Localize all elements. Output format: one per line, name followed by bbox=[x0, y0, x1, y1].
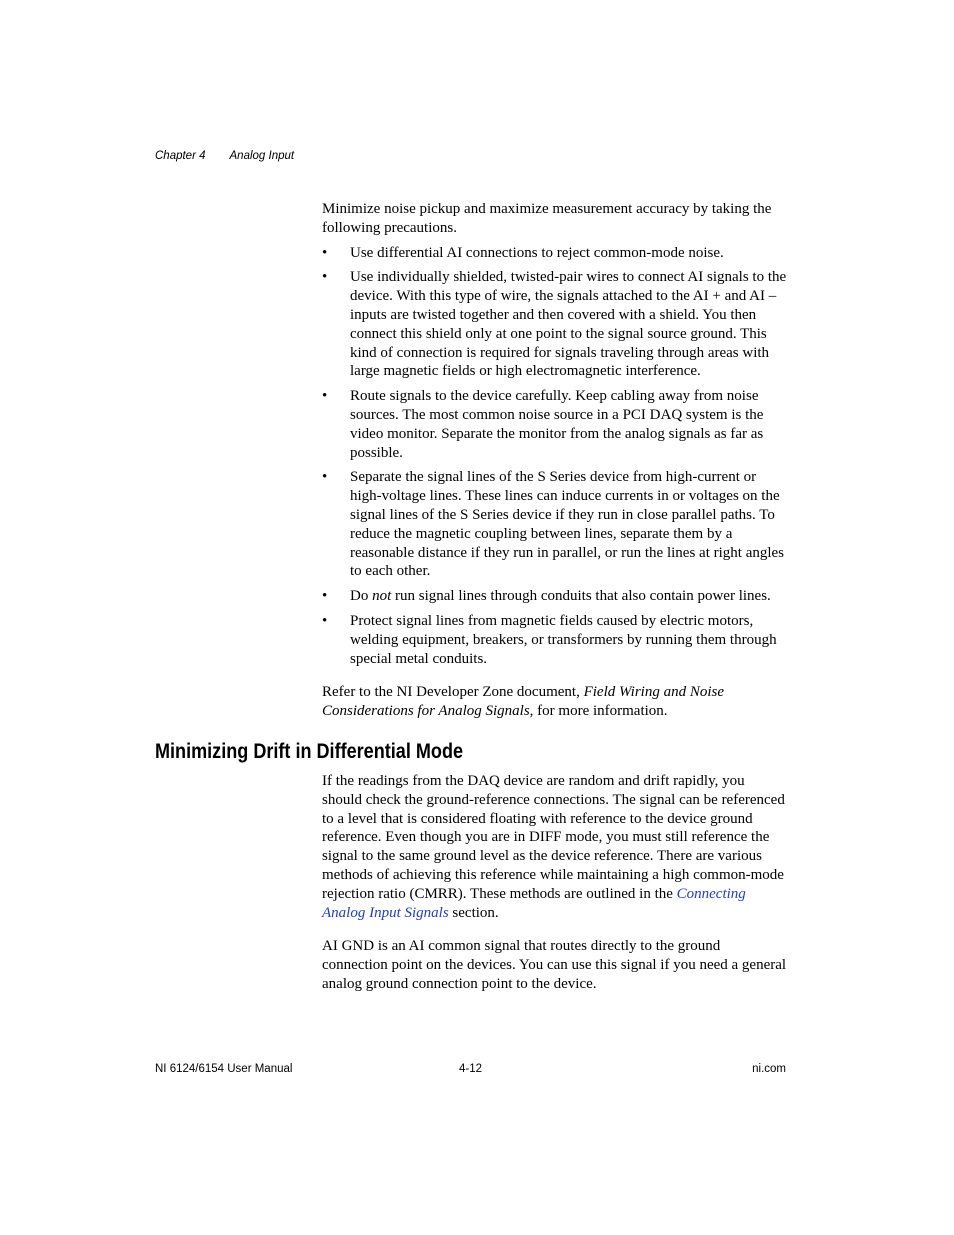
intro-paragraph: Minimize noise pickup and maximize measurement accuracy by taking the following precautions. bbox=[322, 201, 772, 236]
refer-text: , for more information. bbox=[529, 703, 668, 720]
list-item-text: Do bbox=[350, 588, 373, 605]
drift-text: If the readings from the DAQ device are random and drift rapidly, you should check the ground-reference connections. The signal can be referenced to a level that is considered floating with reference to the device ground reference. Even though you are in DIFF mode, you must still reference the signal to the same ground level as the device reference. There are various methods of achieving this reference while maintaining a high common-mode rejection ratio (CMRR). These methods are outlined in the bbox=[322, 773, 785, 902]
refer-paragraph bbox=[322, 683, 788, 721]
drift-paragraph bbox=[322, 772, 788, 922]
list-item: • Use individually shielded, twisted-pair wires to connect AI signals to the device. With this type of wire, the signals attached to the AI + and AI – inputs are twisted together and then covered with a shield. You then connect this shield only at one point to the signal source ground. This kind of connection is required for signals traveling through areas with large magnetic fields or high electromagnetic interference. bbox=[322, 268, 788, 381]
section-heading: Minimizing Drift in Differential Mode bbox=[155, 740, 464, 763]
chapter-title: Analog Input bbox=[229, 150, 295, 162]
emphasis-text: not bbox=[372, 588, 392, 605]
footer-website: ni.com bbox=[752, 1063, 786, 1075]
precautions-block bbox=[322, 200, 788, 721]
document-title: Field Wiring and Noise Considerations for Analog Signals bbox=[322, 684, 724, 720]
list-item: • Protect signal lines from magnetic fields caused by electric motors, welding equipment, breakers, or transformers by running them through special metal conduits. bbox=[322, 612, 788, 668]
page-number: 4-12 bbox=[459, 1063, 483, 1075]
running-header bbox=[155, 150, 294, 162]
refer-text: Refer to the NI Developer Zone document, bbox=[322, 684, 584, 701]
list-item bbox=[322, 587, 788, 606]
list-item: • Use differential AI connections to reject common-mode noise. bbox=[322, 244, 788, 263]
drift-text: section. bbox=[448, 904, 499, 921]
drift-block bbox=[322, 772, 788, 994]
list-item: • Separate the signal lines of the S Series device from high-current or high-voltage lines. These lines can induce currents in or voltages on the signal lines of the S Series device if they run in close parallel paths. To reduce the magnetic coupling between lines, separate them by a reasonable distance if they run in parallel, or run the lines at right angles to each other. bbox=[322, 468, 788, 581]
connecting-analog-input-link[interactable]: Connecting Analog Input Signals bbox=[322, 885, 746, 921]
list-item-text: run signal lines through conduits that also contain power lines. bbox=[391, 588, 771, 605]
precautions-list bbox=[322, 244, 788, 669]
chapter-label: Chapter 4 bbox=[155, 150, 206, 162]
list-item: • Route signals to the device carefully. Keep cabling away from noise sources. The most common noise source in a PCI DAQ system is the video monitor. Separate the monitor from the analog signals as far as possible. bbox=[322, 387, 788, 462]
footer-manual-name: NI 6124/6154 User Manual bbox=[155, 1063, 293, 1075]
aignd-paragraph: AI GND is an AI common signal that routes directly to the ground connection point on the devices. You can use this signal if you need a general analog ground connection point to the device. bbox=[322, 938, 787, 992]
